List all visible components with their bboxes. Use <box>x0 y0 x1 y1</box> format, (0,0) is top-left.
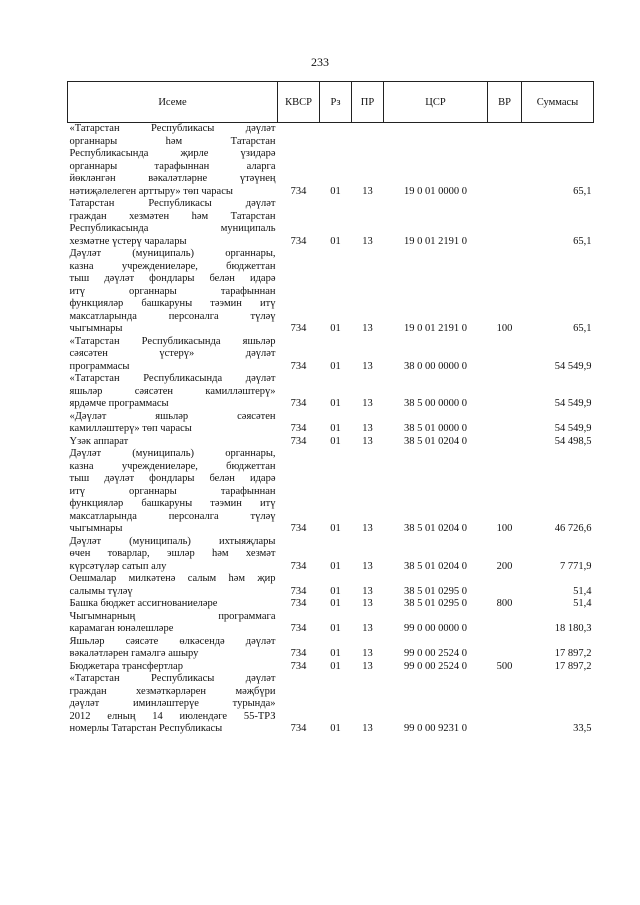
row-pr: 13 <box>362 185 373 197</box>
row-sum: 33,5 <box>573 723 592 734</box>
row-sum: 65,1 <box>573 185 592 197</box>
row-csr: 38 5 01 0204 0 <box>404 560 467 572</box>
row-name-line: чыгымнары <box>69 523 123 534</box>
row-rz: 01 <box>330 598 341 609</box>
table-row <box>68 248 594 336</box>
row-kvsr: 734 <box>290 523 307 534</box>
row-kvsr: 734 <box>290 435 307 447</box>
row-sum: 51,4 <box>573 585 592 597</box>
row-rz: 01 <box>330 660 341 672</box>
row-vr: 100 <box>496 323 513 334</box>
row-kvsr: 734 <box>290 660 307 672</box>
row-name-line: Дәүләт (муниципаль) органнары, <box>69 448 276 459</box>
row-vr <box>488 373 522 411</box>
row-name-line: 2012 елның 14 июлендәге 55-ТРЗ <box>69 710 276 722</box>
row-csr: 38 5 01 0000 0 <box>404 423 467 434</box>
row-rz: 01 <box>330 323 341 334</box>
row-name-line: Республикасында җирле үзидарә <box>69 148 276 159</box>
row-name-line: нәтиҗәлелеген арттыру» төп чарасы <box>69 185 233 197</box>
header-pr: ПР <box>352 82 384 123</box>
row-csr: 99 0 00 2524 0 <box>404 648 467 659</box>
row-kvsr: 734 <box>290 323 307 334</box>
header-sum: Суммасы <box>522 82 594 123</box>
row-pr: 13 <box>362 435 373 447</box>
row-kvsr: 734 <box>290 648 307 659</box>
row-name-line: хезмәтне үстерү чаралары <box>69 235 187 247</box>
row-kvsr: 734 <box>290 235 307 247</box>
row-kvsr: 734 <box>290 623 307 634</box>
row-rz: 01 <box>330 235 341 247</box>
row-name-line: «Татарстан Республикасы дәүләт <box>69 673 276 684</box>
row-vr <box>488 573 522 598</box>
page-number: 233 <box>311 55 329 69</box>
table-row <box>68 198 594 248</box>
row-name-line: дәүләт иминләштерүе турында» <box>69 698 276 709</box>
row-pr: 13 <box>362 360 373 372</box>
budget-table <box>67 81 594 736</box>
row-rz: 01 <box>330 185 341 197</box>
row-kvsr: 734 <box>290 185 307 197</box>
row-vr: 800 <box>496 598 513 609</box>
row-pr: 13 <box>362 598 373 609</box>
row-sum: 17 897,2 <box>554 660 592 672</box>
row-csr: 38 5 01 0204 0 <box>404 435 467 447</box>
row-name <box>68 436 278 449</box>
row-csr: 38 5 01 0295 0 <box>404 598 467 609</box>
row-name-line: «Татарстан Республикасында дәүләт <box>69 373 276 384</box>
row-rz: 01 <box>330 723 341 734</box>
table-row <box>68 336 594 374</box>
row-kvsr: 734 <box>290 585 307 597</box>
row-name-line: граждан хезмәтен һәм Татарстан <box>69 210 276 222</box>
table-row <box>68 373 594 411</box>
row-name-line: йөкләнгән вәкаләтләрне үтәүнең <box>69 173 276 184</box>
row-pr: 13 <box>362 523 373 534</box>
table-row <box>68 636 594 661</box>
row-sum: 65,1 <box>573 235 592 247</box>
row-vr: 100 <box>496 523 513 534</box>
row-sum: 7 771,9 <box>560 560 592 572</box>
row-name <box>68 536 278 574</box>
row-pr: 13 <box>362 398 373 409</box>
row-rz: 01 <box>330 360 341 372</box>
row-kvsr: 734 <box>290 423 307 434</box>
table-row <box>68 448 594 536</box>
row-rz: 01 <box>330 585 341 597</box>
row-name-line: Чыгымнарның программага <box>69 610 276 622</box>
row-kvsr: 734 <box>290 560 307 572</box>
row-name-line: тыш дәүләт фондлары белән идарә <box>69 473 276 484</box>
row-name <box>68 411 278 436</box>
row-name-line: функцияләр башкаруны тәэмин итү <box>69 298 276 309</box>
row-kvsr: 734 <box>290 723 307 734</box>
row-name <box>68 336 278 374</box>
row-vr: 200 <box>496 560 513 572</box>
row-name-line: программасы <box>69 360 130 372</box>
row-vr <box>488 411 522 436</box>
row-name <box>68 661 278 674</box>
table-row <box>68 611 594 636</box>
row-name <box>68 373 278 411</box>
row-name-line: сәясәтен үстерү» дәүләт <box>69 348 276 359</box>
row-pr: 13 <box>362 723 373 734</box>
row-rz: 01 <box>330 423 341 434</box>
row-rz: 01 <box>330 523 341 534</box>
row-name-line: органнары тарафыннан аларга <box>69 160 276 172</box>
row-name <box>68 248 278 336</box>
row-csr: 38 5 01 0295 0 <box>404 585 467 597</box>
row-name-line: карамаган юнәлешләре <box>69 623 174 634</box>
row-name <box>68 598 278 611</box>
header-name: Исеме <box>68 82 278 123</box>
row-name-line: Татарстан Республикасы дәүләт <box>69 198 276 209</box>
row-name-line: тыш дәүләт фондлары белән идарә <box>69 273 276 284</box>
row-vr <box>488 673 522 736</box>
row-name-line: вәкаләтләрен гамәлгә ашыру <box>69 648 199 659</box>
table-row <box>68 411 594 436</box>
row-name-line: функцияләр башкаруны тәэмин итү <box>69 498 276 509</box>
row-kvsr: 734 <box>290 398 307 409</box>
table-header-row <box>68 82 594 123</box>
row-pr: 13 <box>362 623 373 634</box>
row-name-line: максатларында персоналга түләү <box>69 510 276 522</box>
row-sum: 54 549,9 <box>554 423 592 434</box>
row-csr: 38 0 00 0000 0 <box>404 360 467 372</box>
row-name-line: күрсәтүләр сатып алу <box>69 560 167 572</box>
row-name-line: «Дәүләт яшьләр сәясәтен <box>69 410 276 422</box>
row-name-line: граждан хезмәткәрләрен мәҗбүри <box>69 685 276 697</box>
row-name-line: Бюджетара трансфертлар <box>69 660 183 672</box>
row-csr: 38 5 00 0000 0 <box>404 398 467 409</box>
row-name-line: ярдәмче программасы <box>69 398 169 409</box>
row-sum: 46 726,6 <box>554 523 592 534</box>
header-vr: ВР <box>488 82 522 123</box>
row-name <box>68 123 278 199</box>
row-name-line: органнары һәм Татарстан <box>69 135 276 147</box>
header-csr: ЦСР <box>384 82 488 123</box>
row-name-line: өчен товарлар, эшләр һәм хезмәт <box>69 548 276 559</box>
row-pr: 13 <box>362 323 373 334</box>
row-name-line: номерлы Татарстан Республикасы <box>69 723 223 734</box>
row-sum: 65,1 <box>573 323 592 334</box>
row-name <box>68 636 278 661</box>
row-vr <box>488 336 522 374</box>
row-name <box>68 198 278 248</box>
row-vr <box>488 611 522 636</box>
row-csr: 19 0 01 2191 0 <box>404 235 467 247</box>
row-csr: 99 0 00 2524 0 <box>404 660 467 672</box>
row-name-line: итү органнары тарафыннан <box>69 285 276 297</box>
table-row <box>68 123 594 199</box>
row-pr: 13 <box>362 560 373 572</box>
row-name-line: Оешмалар милкәтенә салым һәм җир <box>69 573 276 584</box>
row-sum: 54 549,9 <box>554 398 592 409</box>
row-vr <box>488 436 522 449</box>
row-sum: 54 549,9 <box>554 360 592 372</box>
row-name-line: Башка бюджет ассигнованиеләре <box>69 598 218 609</box>
row-vr <box>488 636 522 661</box>
row-name-line: «Татарстан Республикасы дәүләт <box>69 123 276 134</box>
row-name-line: Дәүләт (муниципаль) ихтыяҗлары <box>69 535 276 547</box>
row-pr: 13 <box>362 423 373 434</box>
row-name-line: казна учреждениеләре, бюджеттан <box>69 260 276 272</box>
row-kvsr: 734 <box>290 360 307 372</box>
table-row <box>68 436 594 449</box>
row-rz: 01 <box>330 435 341 447</box>
table-row <box>68 661 594 674</box>
row-pr: 13 <box>362 585 373 597</box>
row-name-line: Үзәк аппарат <box>69 435 129 447</box>
row-rz: 01 <box>330 398 341 409</box>
row-csr: 99 0 00 0000 0 <box>404 623 467 634</box>
row-name-line: итү органнары тарафыннан <box>69 485 276 497</box>
row-name <box>68 573 278 598</box>
row-pr: 13 <box>362 648 373 659</box>
table-row <box>68 536 594 574</box>
row-rz: 01 <box>330 560 341 572</box>
row-pr: 13 <box>362 235 373 247</box>
row-sum: 18 180,3 <box>554 623 592 634</box>
row-sum: 51,4 <box>573 598 592 609</box>
row-name-line: камилләштерү» төп чарасы <box>69 423 192 434</box>
row-csr: 38 5 01 0204 0 <box>404 523 467 534</box>
header-rz: Рз <box>320 82 352 123</box>
row-name-line: Яшьләр сәясәте өлкәсендә дәүләт <box>69 635 276 647</box>
row-csr: 99 0 00 9231 0 <box>404 723 467 734</box>
row-name-line: Республикасында муниципаль <box>69 223 276 234</box>
row-kvsr: 734 <box>290 598 307 609</box>
row-vr <box>488 198 522 248</box>
table-row <box>68 573 594 598</box>
row-name-line: казна учреждениеләре, бюджеттан <box>69 460 276 472</box>
row-rz: 01 <box>330 648 341 659</box>
row-pr: 13 <box>362 660 373 672</box>
row-name-line: максатларында персоналга түләү <box>69 310 276 322</box>
table-row <box>68 598 594 611</box>
row-name <box>68 611 278 636</box>
row-name <box>68 448 278 536</box>
table-body <box>68 123 594 736</box>
row-name-line: «Татарстан Республикасында яшьләр <box>69 335 276 347</box>
row-csr: 19 0 01 2191 0 <box>404 323 467 334</box>
header-kvsr: КВСР <box>278 82 320 123</box>
row-csr: 19 0 01 0000 0 <box>404 185 467 197</box>
row-name-line: Дәүләт (муниципаль) органнары, <box>69 248 276 259</box>
row-sum: 54 498,5 <box>554 435 592 447</box>
row-rz: 01 <box>330 623 341 634</box>
table-row <box>68 673 594 736</box>
row-name-line: яшьләр сәясәтен камилләштерү» <box>69 385 276 397</box>
row-name-line: салымы түләү <box>69 585 133 597</box>
row-name <box>68 673 278 736</box>
row-sum: 17 897,2 <box>554 648 592 659</box>
row-vr <box>488 123 522 199</box>
row-vr: 500 <box>496 660 513 672</box>
row-name-line: чыгымнары <box>69 323 123 334</box>
